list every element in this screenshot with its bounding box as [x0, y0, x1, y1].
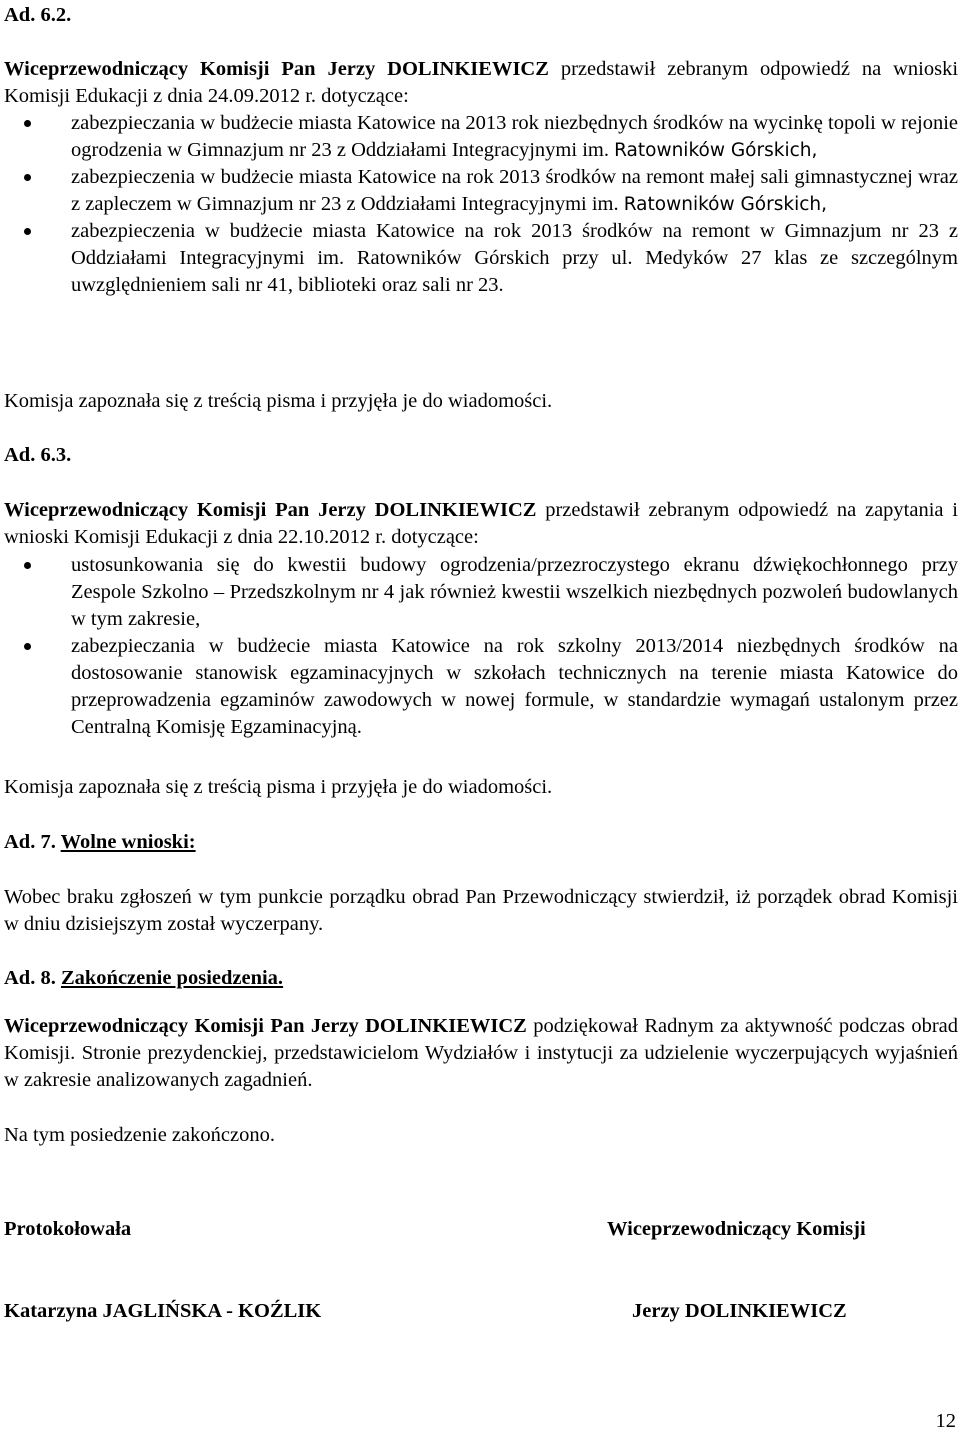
list-item-text: ustosunkowania się do kwestii budowy ogrodzenia/przezroczystego ekranu dźwiękochłonnego przy Zespole Szkolno – Przedszkolnym nr 4 jak również kwestii wszelkich niezbędnych pozwoleń budowlanych w tym zakresie, — [71, 554, 958, 630]
speaker-name: Wiceprzewodniczący Komisji Pan Jerzy DOLINKIEWICZ — [4, 499, 537, 521]
bullet-icon — [24, 643, 31, 650]
bullet-icon — [24, 120, 31, 127]
section-heading-8 — [4, 965, 958, 992]
list-item-text-end: Ratowników Górskich, — [623, 194, 827, 215]
thanks-text: podziękował Radnym za aktywność podczas obrad Komisji. Stronie prezydenckiej, przedstawicielom Wydziałów i instytucji za udzielenie wyczerpujących wyjaśnień w zakresie analizowanych zagadnień. — [4, 1015, 958, 1091]
paragraph-7: Wobec braku zgłoszeń w tym punkcie porządku obrad Pan Przewodniczący stwierdził, iż porządek obrad Komisji w dniu dzisiejszym został wyczerpany. — [4, 886, 958, 935]
intro-text: przedstawił zebranym odpowiedź na wnioski Komisji Edukacji z dnia 24.09.2012 r. dotyczące: — [4, 58, 959, 107]
bullet-icon — [24, 174, 31, 181]
bullet-icon — [24, 562, 31, 569]
list-item-text: zabezpieczania w budżecie miasta Katowice na rok szkolny 2013/2014 niezbędnych środków na dostosowanie stanowisk egzaminacyjnych w szkołach technicznych na terenie miasta Katowice do przeprowadzenia egzaminów zawodowych w nowej formule, w standardzie wymagań ustalonym przez Centralną Komisję Egzaminacyjną. — [71, 635, 958, 738]
paragraph-8 — [4, 1013, 958, 1094]
section-heading-6-3: Ad. 6.3. — [4, 444, 72, 466]
heading-number: Ad. 8. — [4, 967, 56, 989]
signature-right-name: Jerzy DOLINKIEWICZ — [632, 1300, 847, 1322]
section-heading-6-2: Ad. 6.2. — [4, 4, 72, 26]
list-item — [0, 164, 958, 218]
intro-text: przedstawił zebranym odpowiedź na zapytania i wnioski Komisji Edukacji z dnia 22.10.2012 r. dotyczące: — [4, 499, 958, 548]
speaker-name: Wiceprzewodniczący Komisji Pan Jerzy DOLINKIEWICZ — [4, 58, 549, 80]
bullet-list-6-2 — [0, 110, 958, 299]
speaker-name: Wiceprzewodniczący Komisji Pan Jerzy DOLINKIEWICZ — [4, 1015, 527, 1037]
closing-statement: Na tym posiedzenie zakończono. — [4, 1124, 275, 1146]
list-item-text: zabezpieczenia w budżecie miasta Katowice na rok 2013 środków na remont w Gimnazjum nr 23 z Oddziałami Integracyjnymi im. Ratowników Górskich przy ul. Medyków 27 klas ze szczególnym uwzględnieniem sali nr 41, biblioteki oraz sali nr 23. — [71, 220, 958, 296]
paragraph-6-2-closing: Komisja zapoznała się z treścią pisma i przyjęła je do wiadomości. — [4, 390, 553, 412]
list-item — [0, 218, 958, 299]
bullet-list-6-3 — [0, 552, 958, 741]
list-item-text: zabezpieczania w budżecie miasta Katowice na 2013 rok niezbędnych środków na wycinkę topoli w rejonie ogrodzenia w Gimnazjum nr 23 z Oddziałami Integracyjnymi im. — [71, 112, 958, 161]
heading-title: Wolne wnioski: — [60, 831, 196, 853]
paragraph-6-2-intro — [4, 56, 958, 110]
paragraph-6-3-closing: Komisja zapoznała się z treścią pisma i przyjęła je do wiadomości. — [4, 776, 553, 798]
signature-left-name: Katarzyna JAGLIŃSKA - KOŹLIK — [4, 1300, 322, 1322]
list-item — [0, 633, 958, 741]
paragraph-6-3-intro — [4, 497, 958, 551]
bullet-icon — [24, 228, 31, 235]
heading-number: Ad. 7. — [4, 831, 56, 853]
page-number: 12 — [935, 1410, 956, 1432]
list-item — [0, 552, 958, 633]
list-item-text-end: Ratowników Górskich, — [614, 140, 818, 161]
list-item — [0, 110, 958, 164]
list-item-text: zabezpieczenia w budżecie miasta Katowice na rok 2013 środków na remont małej sali gimnastycznej wraz z zapleczem w Gimnazjum nr 23 z Oddziałami Integracyjnymi im. — [71, 166, 958, 215]
section-heading-7 — [4, 829, 958, 856]
signature-right-role: Wiceprzewodniczący Komisji — [607, 1218, 866, 1240]
signature-left-role: Protokołowała — [4, 1218, 132, 1240]
heading-title: Zakończenie posiedzenia. — [60, 967, 284, 989]
